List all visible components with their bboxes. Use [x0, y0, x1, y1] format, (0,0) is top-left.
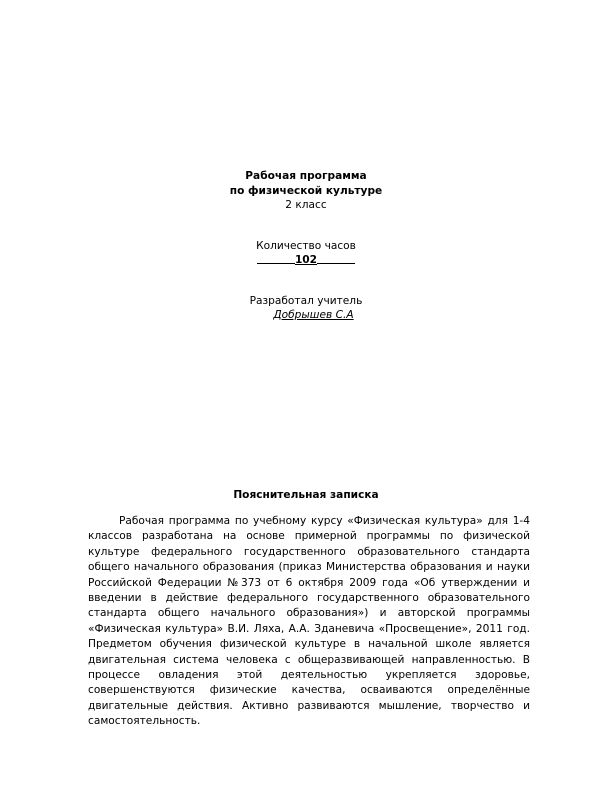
explanatory-note-paragraph: Рабочая программа по учебному курсу «Физическая культура» для 1-4 классов разработана на основе примерной программы по физической культуре федерального государственного образовательного стандарта общего начального образования (приказ Министерства образования и науки Российской Федерации №373 от 6 октября 2009 года «Об утверждении и введении в действие федерального государственного образовательного стандарта общего начального образования») и авторской программы «Физическая культура» В.И. Ляха, А.А. Зданевича «Просвещение», 2011 год. Предметом обучения физической культуре в начальной школе является двигательная система человека с общеразвивающей направленностью. В процессе овладения этой деятельностью укрепляется здоровье, совершенствуются физические качества, осваиваются определённые двигательные действия. Активно развиваются мышление, творчество и самостоятельность. — [88, 515, 530, 728]
explanatory-note-heading: Пояснительная записка — [233, 489, 379, 501]
underline-pad-left — [257, 253, 295, 264]
hours-value-line — [0, 253, 612, 267]
program-title: Рабочая программа — [245, 170, 367, 182]
author-name: Добрышев С.А — [273, 309, 354, 321]
program-subject: по физической культуре — [229, 185, 383, 197]
underline-pad-right — [317, 253, 355, 264]
author-name-line — [0, 308, 612, 322]
author-label: Разработал учитель — [249, 295, 363, 307]
hours-value: 102 — [294, 254, 318, 266]
grade-label: 2 класс — [285, 199, 327, 211]
explanatory-note-body — [88, 514, 530, 730]
hours-label: Количество часов — [256, 240, 356, 252]
